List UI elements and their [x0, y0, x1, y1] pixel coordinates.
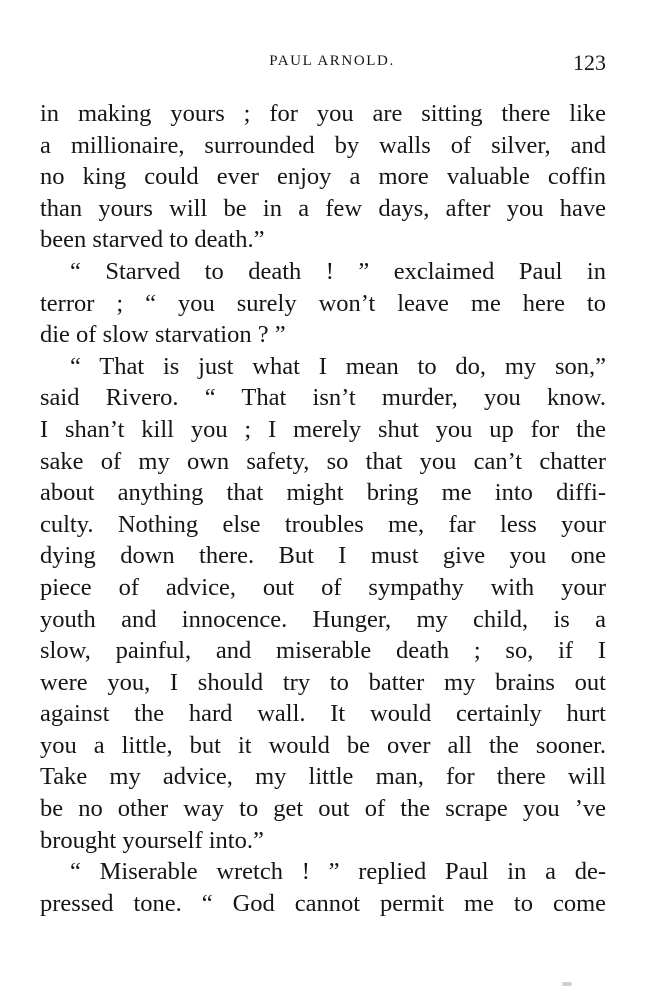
- running-title: PAUL ARNOLD.: [269, 53, 395, 69]
- text-line: “ Miserable wretch ! ” replied Paul in a de-: [70, 858, 606, 886]
- text-line: die of slow starvation ? ”: [40, 321, 286, 349]
- running-head: [40, 50, 606, 80]
- paper-speck: [562, 982, 572, 986]
- text-line: be no other way to get out of the scrape you ’ve: [40, 795, 606, 823]
- text-line: a millionaire, surrounded by walls of silver, and: [40, 131, 606, 159]
- text-line: no king could ever enjoy a more valuable coffin: [40, 163, 606, 191]
- text-line: slow, painful, and miserable death ; so, if I: [40, 637, 606, 665]
- text-line: Take my advice, my little man, for there will: [40, 763, 606, 791]
- body-text: [40, 98, 606, 919]
- text-line: youth and innocence. Hunger, my child, is a: [40, 605, 606, 633]
- text-line: “ Starved to death ! ” exclaimed Paul in: [70, 257, 606, 285]
- text-line: dying down there. But I must give you one: [40, 542, 606, 570]
- text-line: culty. Nothing else troubles me, far less your: [40, 510, 606, 538]
- text-line: in making yours ; for you are sitting there like: [40, 100, 606, 127]
- page-number: 123: [573, 50, 606, 75]
- text-line: terror ; “ you surely won’t leave me here to: [40, 289, 606, 317]
- text-line: against the hard wall. It would certainly hurt: [40, 700, 606, 728]
- text-line: than yours will be in a few days, after you have: [40, 194, 606, 222]
- text-line: brought yourself into.”: [40, 826, 264, 854]
- text-line: about anything that might bring me into diffi-: [40, 479, 606, 507]
- text-line: I shan’t kill you ; I merely shut you up for the: [40, 415, 606, 443]
- text-line: sake of my own safety, so that you can’t chatter: [40, 447, 606, 475]
- text-line: you a little, but it would be over all the sooner.: [40, 731, 606, 759]
- text-line: said Rivero. “ That isn’t murder, you know.: [40, 384, 606, 412]
- text-line: “ That is just what I mean to do, my son,”: [70, 352, 606, 380]
- text-line: piece of advice, out of sympathy with your: [40, 573, 606, 601]
- text-line: pressed tone. “ God cannot permit me to come: [40, 889, 606, 917]
- text-line: were you, I should try to batter my brains out: [40, 668, 606, 696]
- text-line: been starved to death.”: [40, 226, 265, 254]
